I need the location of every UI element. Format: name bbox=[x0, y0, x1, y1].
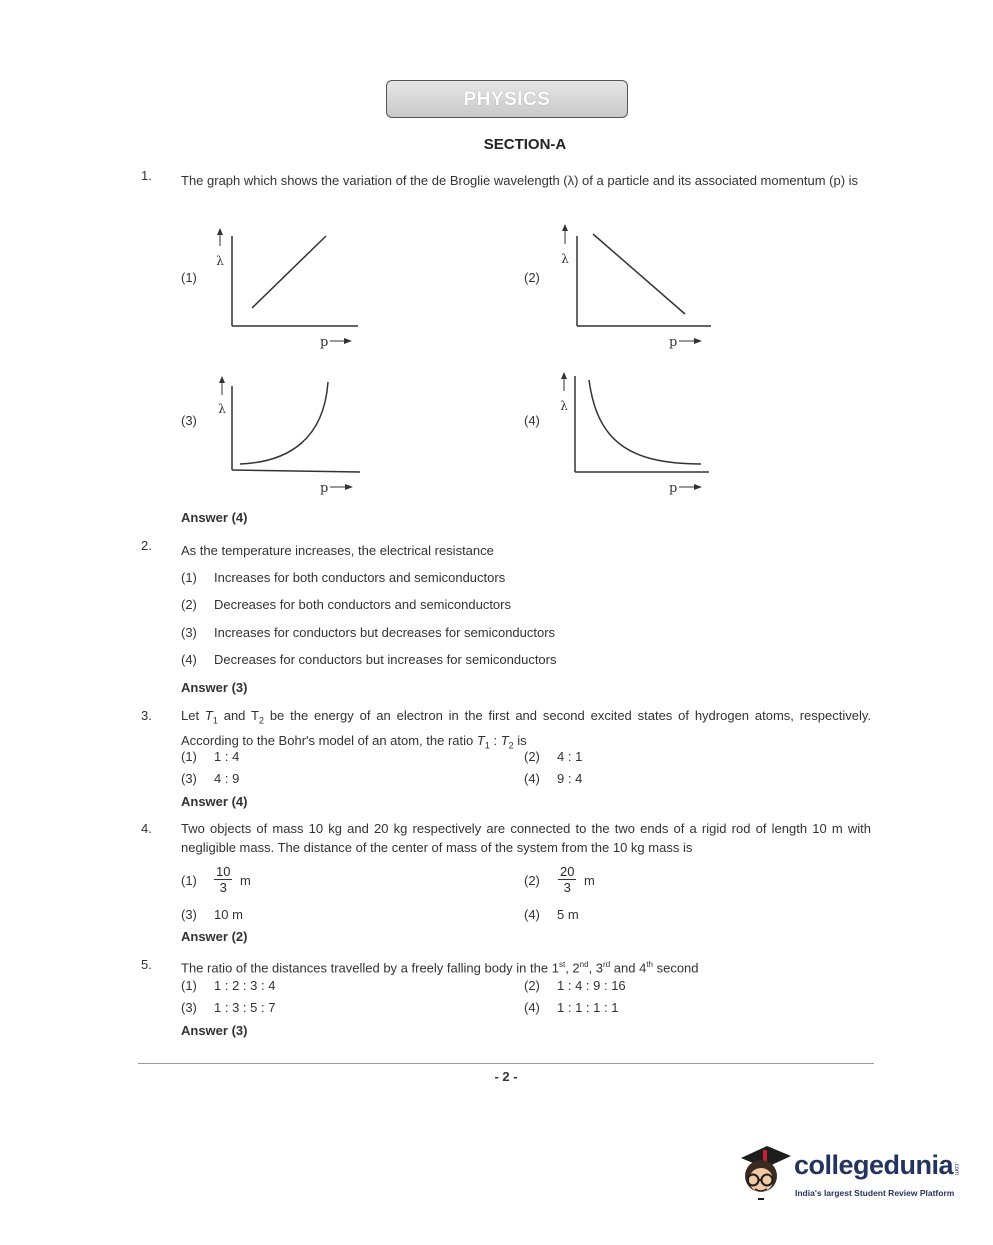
brand-domain: .com bbox=[953, 1162, 959, 1176]
question-3-text: Let $T_1$ and $T_2$ be the energy of an electron in the first and second excited states of hydrogen atoms, respectively. According to the Bohr's model of an atom, the ratio $T_1$ : $T_2$ is bbox=[181, 708, 872, 751]
question-1-number: 1. bbox=[141, 168, 152, 183]
question-3-answer: Answer (4) bbox=[181, 794, 248, 809]
question-2-answer: Answer (3) bbox=[181, 680, 248, 695]
q4-option-2-fraction bbox=[558, 864, 576, 895]
page-number: - 2 - bbox=[494, 1069, 518, 1084]
question-2-number: 2. bbox=[141, 538, 152, 553]
q4-option-1-fraction bbox=[214, 864, 232, 895]
question-5-text: The ratio of the distances travelled by a freely falling body in the 1st, 2nd, 3rd and 4th second bbox=[181, 960, 699, 976]
question-4-answer: Answer (2) bbox=[181, 929, 248, 944]
mascot-logo-icon bbox=[733, 1138, 795, 1206]
question-1-text: The graph which shows the variation of the de Broglie wavelength (λ) of a particle and its associated momentum (p) is bbox=[181, 173, 859, 188]
q4-option-1-label: (1) bbox=[181, 873, 197, 888]
question-4-text: Two objects of mass 10 kg and 20 kg respectively are connected to the two ends of a rigid rod of length 10 m with negligible mass. The distance of the center of mass of the system from the 10 kg mass is bbox=[181, 821, 871, 855]
brand-name: collegedunia bbox=[794, 1150, 954, 1180]
subject-banner bbox=[386, 80, 628, 118]
q4-option-1-numerator: 10 bbox=[216, 864, 231, 879]
q5-option-4-text: 1 : 1 : 1 : 1 bbox=[557, 1000, 619, 1015]
q4-option-2-unit: m bbox=[584, 873, 595, 888]
graph-2-x-label: p bbox=[669, 335, 678, 350]
graph-4-y-label: λ bbox=[560, 399, 568, 413]
q3-option-2-text: 4 : 1 bbox=[557, 749, 583, 764]
q3-option-2-label: (2) bbox=[524, 749, 540, 764]
q5-option-1-text: 1 : 2 : 3 : 4 bbox=[214, 978, 276, 993]
q4-option-3-text: 10 m bbox=[214, 907, 243, 922]
question-3-number: 3. bbox=[141, 708, 152, 723]
q4-option-2-numerator: 20 bbox=[560, 864, 575, 879]
q5-option-4-label: (4) bbox=[524, 1000, 540, 1015]
q3-option-4-text: 9 : 4 bbox=[557, 771, 583, 786]
q3-option-1-text: 1 : 4 bbox=[214, 749, 240, 764]
graph-1-x-label: p bbox=[320, 335, 329, 350]
section-title: SECTION-A bbox=[483, 136, 567, 153]
q5-option-2-label: (2) bbox=[524, 978, 540, 993]
subject-title: PHYSICS bbox=[463, 89, 551, 110]
graph-3-y-label: λ bbox=[218, 402, 226, 416]
graph-2-linear-decreasing bbox=[545, 222, 715, 352]
question-2-text: As the temperature increases, the electrical resistance bbox=[181, 543, 494, 558]
question-5-answer: Answer (3) bbox=[181, 1023, 248, 1038]
q5-option-1-label: (1) bbox=[181, 978, 197, 993]
graph-4-x-label: p bbox=[669, 481, 678, 496]
question-4-number: 4. bbox=[141, 821, 152, 836]
q1-option-4-label: (4) bbox=[524, 413, 540, 428]
graph-3-x-label: p bbox=[320, 481, 329, 496]
q4-option-4-label: (4) bbox=[524, 907, 540, 922]
q5-option-3-text: 1 : 3 : 5 : 7 bbox=[214, 1000, 276, 1015]
q4-option-2-denominator: 3 bbox=[563, 880, 571, 895]
q3-option-4-label: (4) bbox=[524, 771, 540, 786]
q3-option-3-label: (3) bbox=[181, 771, 197, 786]
q3-option-1-label: (1) bbox=[181, 749, 197, 764]
graph-2-y-label: λ bbox=[561, 252, 569, 266]
q2-option-2-text: Decreases for both conductors and semiconductors bbox=[214, 597, 511, 612]
q5-option-3-label: (3) bbox=[181, 1000, 197, 1015]
q3-option-3-text: 4 : 9 bbox=[214, 771, 240, 786]
graph-1-y-label: λ bbox=[216, 254, 224, 268]
q2-option-1-text: Increases for both conductors and semiconductors bbox=[214, 570, 506, 585]
footer-divider bbox=[138, 1063, 874, 1064]
q2-option-3-text: Increases for conductors but decreases for semiconductors bbox=[214, 625, 556, 640]
brand-tagline: India's largest Student Review Platform bbox=[795, 1188, 955, 1198]
q2-option-2-label: (2) bbox=[181, 597, 197, 612]
q2-option-1-label: (1) bbox=[181, 570, 197, 585]
q2-option-4-label: (4) bbox=[181, 652, 197, 667]
question-1-answer: Answer (4) bbox=[181, 510, 248, 525]
q1-option-3-label: (3) bbox=[181, 413, 197, 428]
graph-1-linear-increasing bbox=[200, 222, 370, 352]
q4-option-2-label: (2) bbox=[524, 873, 540, 888]
question-5-number: 5. bbox=[141, 957, 152, 972]
q1-option-1-label: (1) bbox=[181, 270, 197, 285]
q5-option-2-text: 1 : 4 : 9 : 16 bbox=[557, 978, 626, 993]
q2-option-3-label: (3) bbox=[181, 625, 197, 640]
q4-option-4-text: 5 m bbox=[557, 907, 579, 922]
graph-4-inverse-curve bbox=[545, 368, 715, 498]
q4-option-3-label: (3) bbox=[181, 907, 197, 922]
graph-3-increasing-curve bbox=[200, 368, 370, 498]
q4-option-1-denominator: 3 bbox=[219, 880, 227, 895]
q2-option-4-text: Decreases for conductors but increases for semiconductors bbox=[214, 652, 557, 667]
q1-option-2-label: (2) bbox=[524, 270, 540, 285]
q4-option-1-unit: m bbox=[240, 873, 251, 888]
